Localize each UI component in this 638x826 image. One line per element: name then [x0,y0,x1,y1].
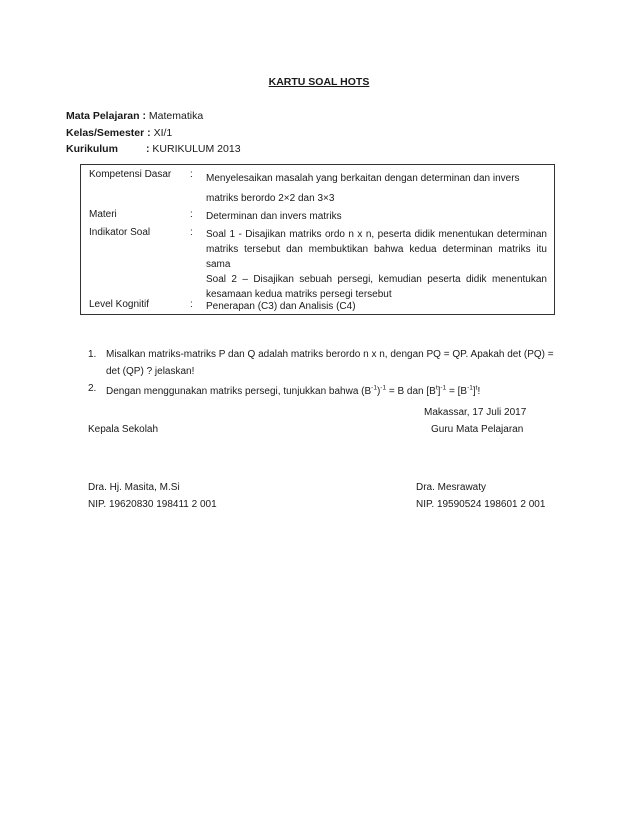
meta-subject-row [66,108,241,125]
meta-curriculum-label: Kurikulum [66,143,118,155]
question-list [88,346,558,400]
materi-value: Determinan dan invers matriks [206,211,342,222]
question-2-text [106,386,480,397]
document-title: KARTU SOAL HOTS [268,76,370,88]
q2-sup-2: -1 [380,385,387,392]
q2-sup-3: t [435,385,438,392]
left-signatory-name: Dra. Hj. Masita, M.Si [88,482,180,493]
indikator-value [206,227,547,302]
right-signatory-role: Guru Mata Pelajaran [431,424,524,435]
question-1-text: Misalkan matriks-matriks P dan Q adalah matriks berordo n x n, dengan PQ = QP. Apakah det (PQ) = det (QP) ? jelaskan! [106,349,554,377]
q2-sup-1: -1 [371,385,377,392]
place-date: Makassar, 17 Juli 2017 [424,407,527,418]
question-2 [88,380,558,400]
left-signatory-role: Kepala Sekolah [88,424,159,435]
meta-subject-colon: : [142,110,146,122]
materi-label: Materi [89,209,117,220]
kd-value [206,169,547,209]
question-1 [88,346,558,380]
level-value: Penerapan (C3) dan Analisis (C4) [206,301,356,312]
q2-sup-5: -1 [467,385,473,392]
meta-subject-label: Mata Pelajaran [66,110,140,122]
kd-value-line2: matriks berordo 2×2 dan 3×3 [206,193,335,204]
meta-subject-value: Matematika [148,110,204,122]
document-meta [66,108,241,158]
materi-colon: : [190,209,193,220]
q2-sup-6: t [475,385,478,392]
q2-part-b: ) [376,386,381,398]
q2-part-a: Dengan menggunakan matriks persegi, tunjukkan bahwa (B [106,386,372,398]
q2-part-f: ] [472,386,476,398]
right-signatory-name: Dra. Mesrawaty [416,482,487,493]
left-signature-block [88,479,217,513]
meta-curriculum-value: KURIKULUM 2013 [152,143,241,155]
kd-label: Kompetensi Dasar [89,169,172,180]
meta-curriculum-row [66,141,241,158]
meta-class-value: XI/1 [153,126,173,139]
indikator-colon: : [190,227,193,238]
right-signature-block [416,479,545,513]
right-signatory-nip: NIP. 19590524 198601 2 001 [416,499,546,510]
meta-class-row [66,125,241,142]
q2-sup-4: -1 [440,385,447,392]
indikator-label: Indikator Soal [89,227,151,238]
left-signatory-nip: NIP. 19620830 198411 2 001 [88,499,217,510]
level-colon: : [190,299,193,310]
q2-part-c: = B dan [B [386,386,436,398]
indikator-soal1: Soal 1 - Disajikan matriks ordo n x n, peserta didik menentukan determinan matriks tersebut dan membuktikan bahwa kedua determinan matriks itu sama [206,229,547,270]
question-card-table [80,164,555,315]
q2-part-d: ] [437,386,441,398]
kd-value-line1: Menyelesaikan masalah yang berkaitan dengan determinan dan invers [206,173,520,184]
kd-colon: : [190,169,193,180]
meta-class-label: Kelas/Semester : [66,126,151,139]
question-2-number: 2. [88,383,97,394]
question-1-number: 1. [88,349,97,360]
q2-part-g: ! [477,386,481,398]
q2-part-e: = [B [446,386,468,398]
indikator-soal2: Soal 2 – Disajikan sebuah persegi, kemudian peserta didik menentukan kesamaan kedua matriks persegi tersebut [206,274,547,300]
level-label: Level Kognitif [89,299,150,310]
meta-curriculum-colon: : [146,143,150,155]
